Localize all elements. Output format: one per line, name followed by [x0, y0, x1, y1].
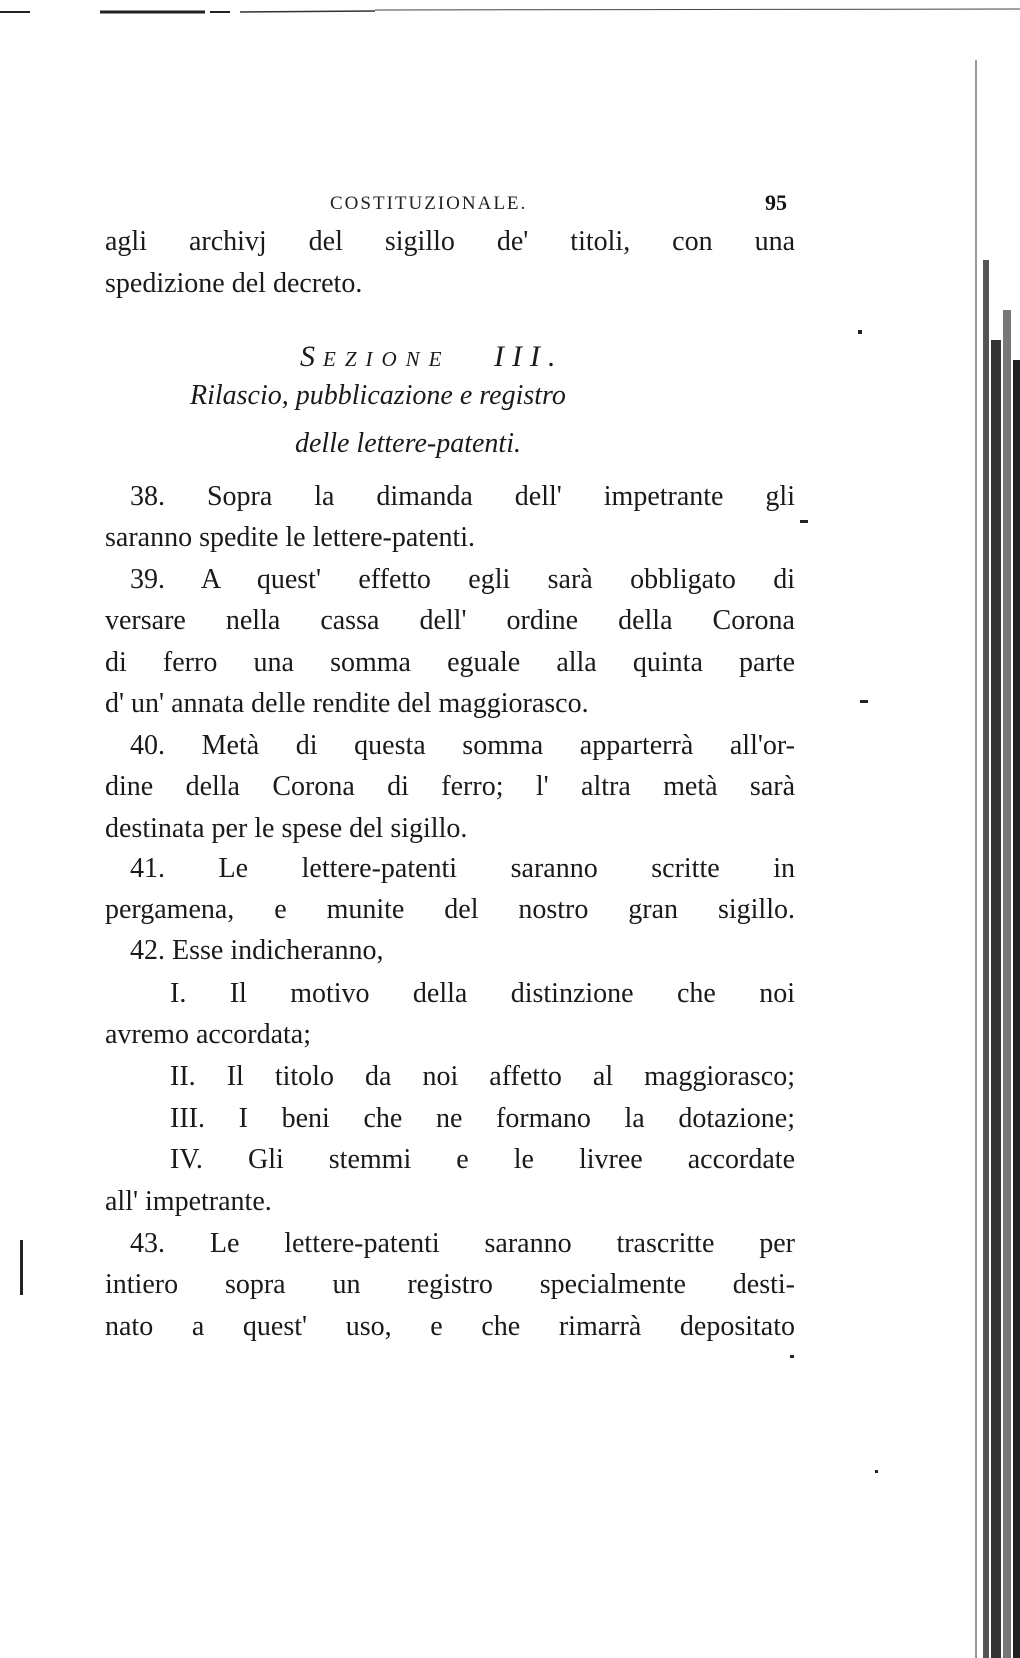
- section-subtitle-line2: delle lettere-patenti.: [295, 428, 521, 459]
- text-line: versare nella cassa dell' ordine della Corona: [105, 605, 795, 636]
- text-line: dine della Corona di ferro; l' altra metà sarà: [105, 771, 795, 802]
- text-line: 41. Le lettere-patenti saranno scritte in: [130, 853, 795, 884]
- text-line: 42. Esse indicheranno,: [130, 935, 384, 966]
- text-line: 43. Le lettere-patenti saranno trascritte per: [130, 1228, 795, 1259]
- text-line: IV. Gli stemmi e le livree accordate: [170, 1144, 795, 1175]
- text-line: III. I beni che ne formano la dotazione;: [170, 1103, 795, 1134]
- text-line: intiero sopra un registro specialmente desti-: [105, 1269, 795, 1300]
- text-line: I. Il motivo della distinzione che noi: [170, 978, 795, 1009]
- text-line: spedizione del decreto.: [105, 268, 363, 299]
- text-line: saranno spedite le lettere-patenti.: [105, 522, 476, 553]
- section-numeral: III.: [494, 340, 564, 373]
- section-heading: [300, 340, 563, 374]
- text-line: nato a quest' uso, e che rimarrà depositato: [105, 1311, 795, 1342]
- text-line: agli archivj del sigillo de' titoli, con una: [105, 226, 795, 257]
- text-line: all' impetrante.: [105, 1186, 272, 1217]
- text-line: d' un' annata delle rendite del maggiorasco.: [105, 688, 589, 719]
- text-line: di ferro una somma eguale alla quinta parte: [105, 647, 795, 678]
- text-line: 38. Sopra la dimanda dell' impetrante gli: [130, 481, 795, 512]
- text-line: avremo accordata;: [105, 1019, 311, 1050]
- section-label-initial: S: [300, 340, 323, 373]
- section-label: EZIONE: [323, 347, 451, 371]
- section-subtitle-line1: Rilascio, pubblicazione e registro: [190, 380, 566, 411]
- text-line: pergamena, e munite del nostro gran sigillo.: [105, 894, 795, 925]
- page-number: 95: [765, 190, 787, 215]
- text-line: destinata per le spese del sigillo.: [105, 813, 468, 844]
- text-line: 39. A quest' effetto egli sarà obbligato di: [130, 564, 795, 595]
- text-line: 40. Metà di questa somma apparterrà all'or-: [130, 730, 795, 761]
- text-line: II. Il titolo da noi affetto al maggiorasco;: [170, 1061, 795, 1092]
- running-title: COSTITUZIONALE.: [330, 193, 528, 214]
